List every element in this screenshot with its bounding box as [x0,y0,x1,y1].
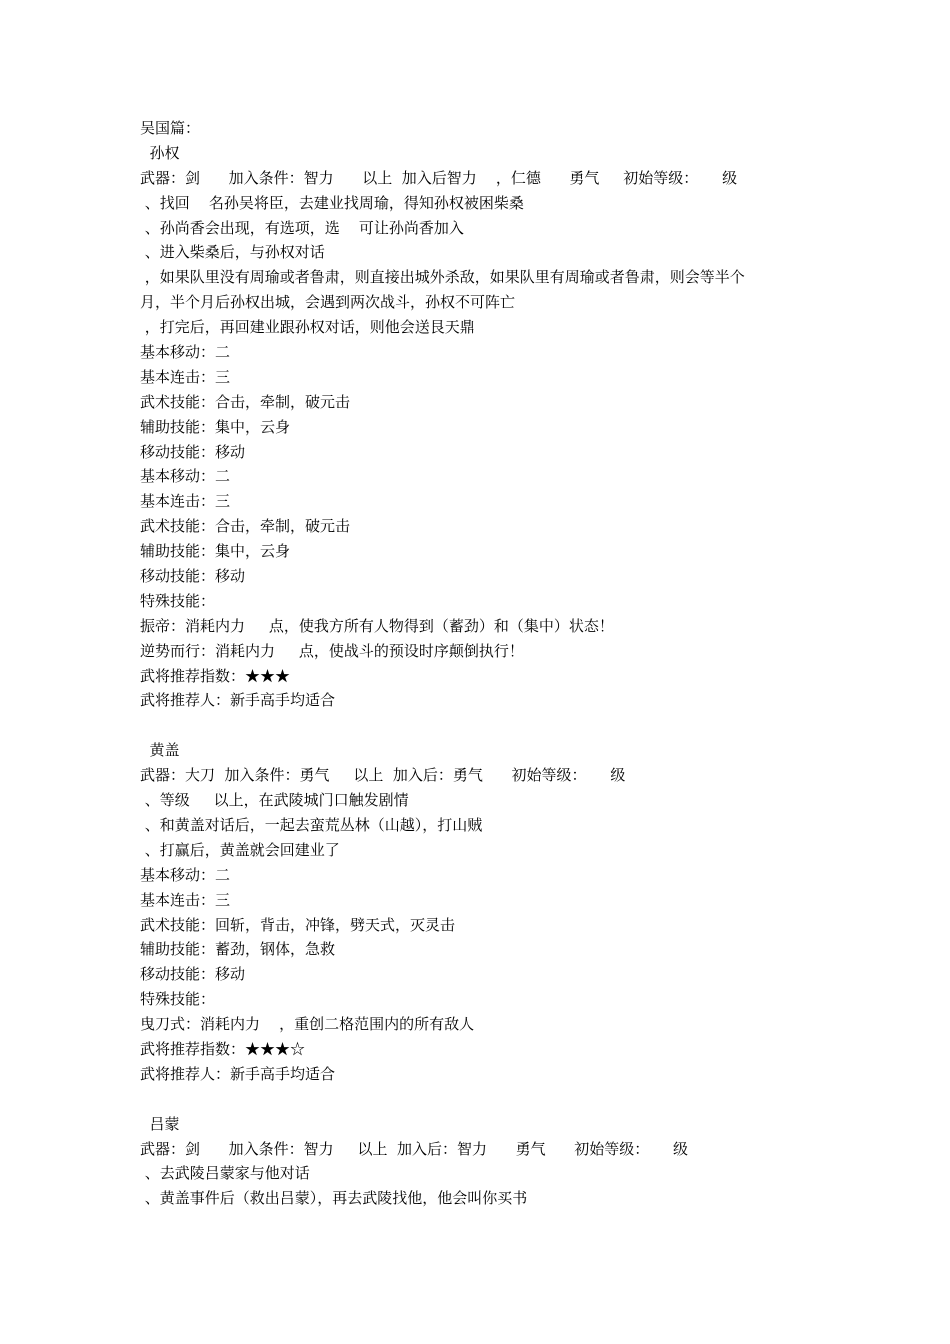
section-title: 吴国篇： [140,119,201,137]
sun-quan-assist-skills-2: 辅助技能：集中，云身 [140,542,291,561]
lv-meng-step-1: 、去武陵吕蒙家与他对话 [140,1164,310,1183]
huang-gai-special-label: 特殊技能： [140,990,216,1009]
sun-quan-step-1: 、找回 名孙吴将臣，去建业找周瑜，得知孙权被困柴桑 [140,193,524,212]
sun-quan-step-4b: 月，半个月后孙权出城，会遇到两次战斗，孙权不可阵亡 [140,293,516,312]
huang-gai-assist-skills: 辅助技能：蓄劲，钢体，急救 [140,940,336,959]
sun-quan-special-label: 特殊技能： [140,591,216,610]
sun-quan-basic-combo-1: 基本连击：三 [140,367,231,386]
section-gap [140,713,820,738]
huang-gai-martial-skills: 武术技能：回斩，背击，冲锋，劈天式，灭灵击 [140,915,456,934]
sun-quan-basic-combo-2: 基本连击：三 [140,492,231,511]
sun-quan-movement-skills-1: 移动技能：移动 [140,442,246,461]
section-gap [140,1087,820,1112]
sun-quan-basic-move-2: 基本移动：二 [140,467,231,486]
sun-quan-special-2: 逆势而行：消耗内力 点，使战斗的预设时序颠倒执行！ [140,641,524,660]
huang-gai-movement-skills: 移动技能：移动 [140,965,246,984]
character-name-lv-meng: 吕蒙 [140,1114,180,1133]
sun-quan-step-3: 、进入柴桑后，与孙权对话 [140,243,325,262]
sun-quan-martial-skills-2: 武术技能：合击，牵制，破元击 [140,517,351,536]
sun-quan-movement-skills-2: 移动技能：移动 [140,567,246,586]
sun-quan-martial-skills-1: 武术技能：合击，牵制，破元击 [140,392,351,411]
sun-quan-step-5: ，打完后，再回建业跟孙权对话，则他会送艮天鼎 [140,318,475,337]
huang-gai-basic-move: 基本移动：二 [140,865,231,884]
sun-quan-basic-move-1: 基本移动：二 [140,343,231,362]
sun-quan-step-4a: ，如果队里没有周瑜或者鲁肃，则直接出城外杀敌，如果队里有周瑜或者鲁肃，则会等半个 [140,268,745,287]
huang-gai-basic-combo: 基本连击：三 [140,890,231,909]
sun-quan-rating: 武将推荐指数：★★★ [140,666,291,685]
huang-gai-weapon-line: 武器：大刀 加入条件：勇气 以上 加入后：勇气 初始等级： 级 [140,766,626,785]
sun-quan-step-2: 、孙尚香会出现，有选项，选 可让孙尚香加入 [140,218,464,237]
huang-gai-step-2: 、和黄盖对话后，一起去蛮荒丛林（山越），打山贼 [140,815,483,834]
huang-gai-rating: 武将推荐指数：★★★☆ [140,1039,306,1058]
sun-quan-assist-skills-1: 辅助技能：集中，云身 [140,417,291,436]
sun-quan-recommend: 武将推荐人：新手高手均适合 [140,691,336,710]
huang-gai-recommend: 武将推荐人：新手高手均适合 [140,1064,336,1083]
document-body [140,116,820,1211]
character-name-sun-quan: 孙权 [140,143,180,162]
huang-gai-step-3: 、打赢后，黄盖就会回建业了 [140,840,340,859]
sun-quan-special-1: 振帝：消耗内力 点，使我方所有人物得到（蓄劲）和（集中）状态！ [140,616,614,635]
character-name-huang-gai: 黄盖 [140,741,180,760]
huang-gai-special-1: 曳刀式：消耗内力 ，重创二格范围内的所有敌人 [140,1015,475,1034]
lv-meng-step-2: 、黄盖事件后（救出吕蒙），再去武陵找他，他会叫你买书 [140,1189,528,1208]
huang-gai-step-1: 、等级 以上，在武陵城门口触发剧情 [140,791,409,810]
sun-quan-weapon-line: 武器：剑 加入条件：智力 以上 加入后智力 ，仁德 勇气 初始等级： 级 [140,168,738,187]
lv-meng-weapon-line: 武器：剑 加入条件：智力 以上 加入后：智力 勇气 初始等级： 级 [140,1139,689,1158]
